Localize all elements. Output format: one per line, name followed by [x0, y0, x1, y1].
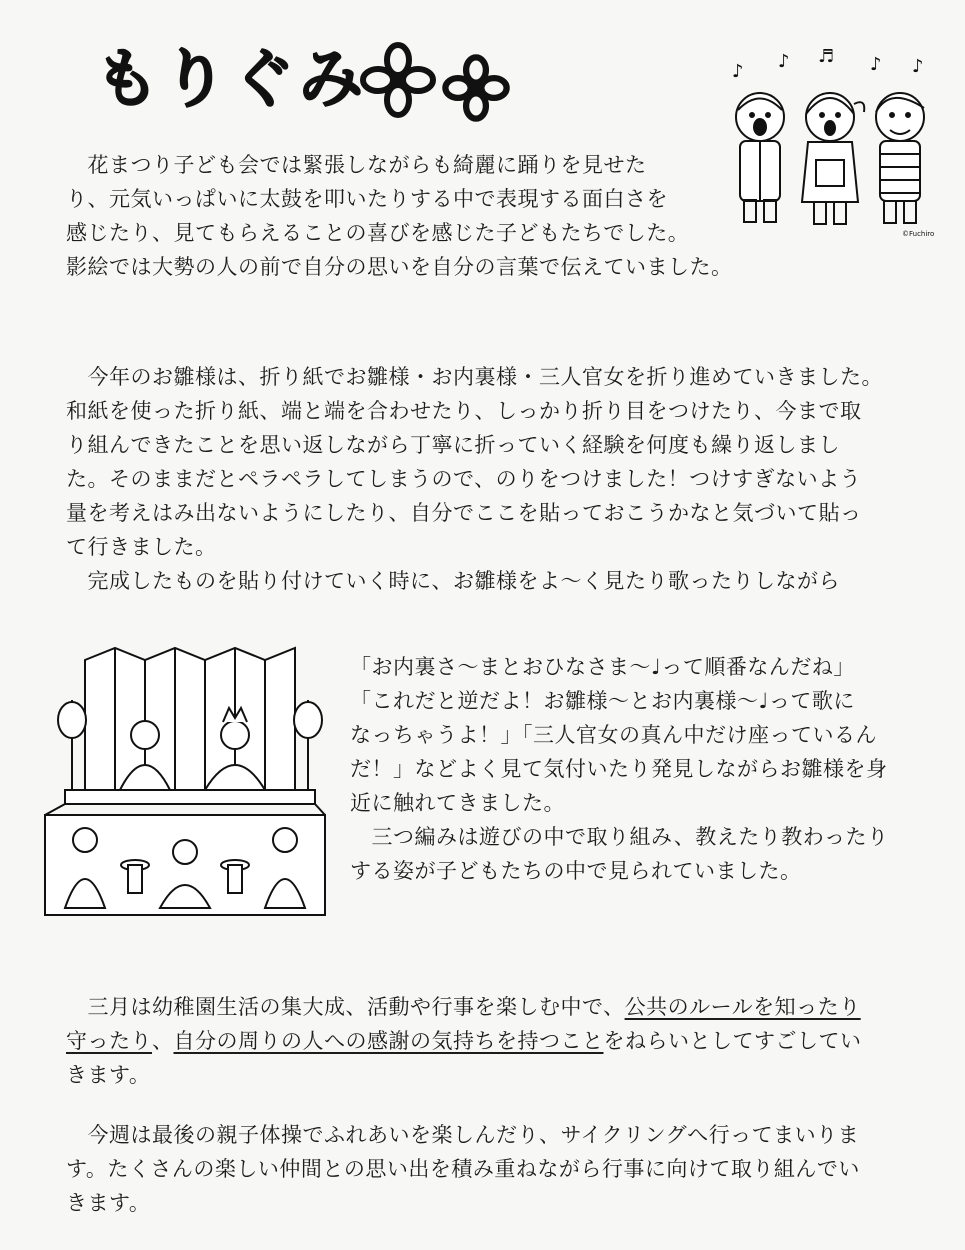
text-line: きます。 [66, 1063, 151, 1087]
text-line: 和紙を使った折り紙、端と端を合わせたり、しっかり折り目をつけたり、今まで取 [66, 399, 862, 423]
underlined-text: 守ったり [66, 1029, 152, 1053]
underlined-text: 自分の周りの人への感謝の気持ちを持つこと [173, 1029, 604, 1053]
text-line: 影絵では大勢の人の前で自分の思いを自分の言葉で伝えていました。 [66, 255, 733, 279]
hina-dolls-illustration [40, 640, 340, 925]
text-line [66, 990, 862, 1024]
underlined-text: 公共のルールを知ったり [624, 995, 861, 1019]
text-line: なっちゃうよ！」「三人官女の真ん中だけ座っているん [350, 723, 877, 747]
text-line: す。たくさんの楽しい仲間との思い出を積み重ねながら行事に向けて取り組んでい [66, 1157, 860, 1181]
text-line: だ！」などよく見て気付いたり発見しながらお雛様を身 [350, 757, 888, 781]
paragraph-this-week [66, 1118, 860, 1220]
svg-text:♪: ♪ [912, 56, 924, 77]
paragraph-hanamatsuri [66, 148, 733, 284]
paragraph-conversation [350, 650, 889, 888]
text-line: 近に触れてきました。 [350, 791, 565, 815]
text-line: て行きました。 [66, 535, 217, 559]
text-line: 今週は最後の親子体操でふれあいを楽しんだり、サイクリングへ行ってまいりま [66, 1123, 860, 1147]
flower-doodle-icon [440, 52, 512, 124]
copyright-text: ©Fuchiro [902, 230, 935, 238]
svg-text:♪: ♪ [778, 51, 790, 72]
flower-doodle-icon [358, 40, 438, 120]
text-line: 「お内裏さ～まとおひなさま～♩って順番なんだね」 [350, 655, 855, 679]
text-line: 感じたり、見てもらえることの喜びを感じた子どもたちでした。 [66, 221, 690, 245]
text-line: り組んできたことを思い返しながら丁寧に折っていく経験を何度も繰り返しまし [66, 433, 840, 457]
text-line: 三つ編みは遊びの中で取り組み、教えたり教わったり [350, 825, 889, 849]
text-line: り、元気いっぱいに太鼓を叩いたりする中で表現する面白さを [66, 187, 668, 211]
text-line: 花まつり子ども会では緊張しながらも綺麗に踊りを見せた [66, 153, 647, 177]
singing-children-illustration [720, 42, 945, 242]
text-segment: 三月は幼稚園生活の集大成、活動や行事を楽しむ中で、 [66, 995, 625, 1019]
text-line: きます。 [66, 1191, 151, 1215]
text-line [66, 1024, 862, 1058]
paragraph-ohinasama [66, 360, 883, 598]
text-line: 今年のお雛様は、折り紙でお雛様・お内裏様・三人官女を折り進めていきました。 [66, 365, 883, 389]
text-line: た。そのままだとペラペラしてしまうので、のりをつけました！つけすぎないよう [66, 467, 862, 491]
svg-text:♪: ♪ [870, 54, 882, 75]
text-segment: をねらいとしてすごしてい [603, 1029, 862, 1053]
text-line: する姿が子どもたちの中で見られていました。 [350, 859, 802, 883]
text-segment: 、 [152, 1029, 174, 1053]
page-title: もりぐみ [95, 43, 367, 117]
text-line: 「これだと逆だよ！お雛様～とお内裏様～♩って歌に [350, 689, 855, 713]
paragraph-march-goals [66, 990, 862, 1092]
text-line: 量を考えはみ出ないようにしたり、自分でここを貼っておこうかなと気づいて貼っ [66, 501, 862, 525]
text-line: 完成したものを貼り付けていく時に、お雛様をよ～く見たり歌ったりしながら [66, 569, 840, 593]
svg-text:♪: ♪ [732, 61, 744, 82]
svg-text:♬: ♬ [818, 46, 835, 67]
